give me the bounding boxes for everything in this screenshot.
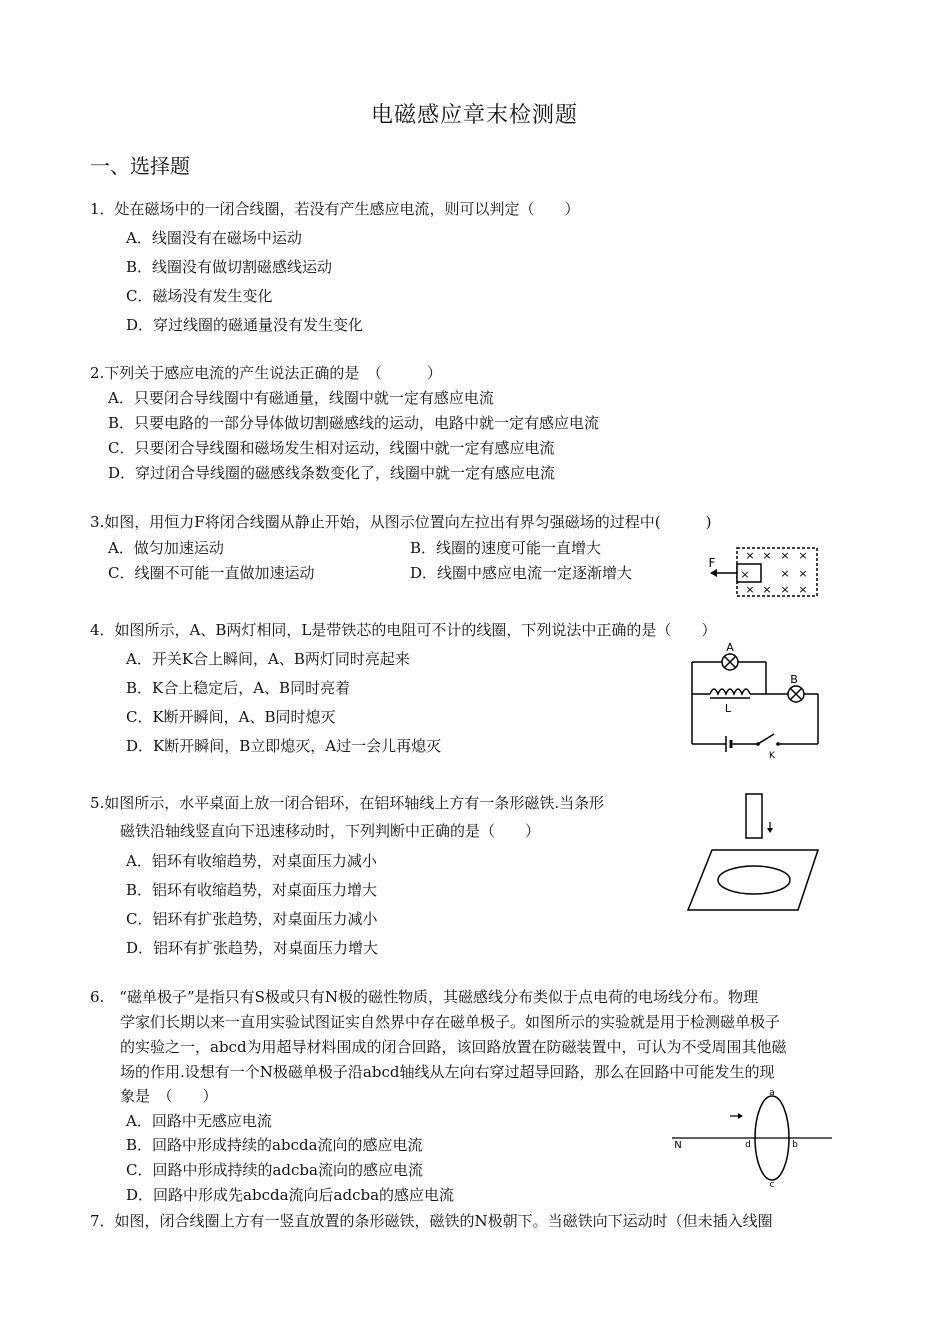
svg-text:×: × [798, 549, 808, 562]
question-stem-line-2: 学家们长期以来一直用实验试图证实自然界中存在磁单极子。如图所示的实验就是用于检测磁单极子 [120, 1013, 781, 1031]
option-b: B．铝环有收缩趋势，对桌面压力增大 [126, 881, 378, 899]
magnetic-field-figure [700, 544, 822, 602]
question-stem-line-5: 象是 （ ） [120, 1087, 218, 1105]
question-stem: 3.如图，用恒力F将闭合线圈从静止开始，从图示位置向左拉出有界匀强磁场的过程中( ) [90, 513, 712, 531]
svg-text:×: × [745, 583, 755, 596]
page-title: 电磁感应章末检测题 [371, 103, 579, 128]
point-b-label: b [792, 1140, 798, 1150]
lamp-a-label: A [726, 641, 734, 654]
option-c: C．铝环有扩张趋势，对桌面压力减小 [126, 910, 378, 928]
option-a: A．开关K合上瞬间，A、B两灯同时亮起来 [126, 650, 410, 668]
option-b: B．K合上稳定后，A、B同时亮着 [126, 679, 351, 697]
svg-text:×: × [780, 583, 790, 596]
option-c: C．K断开瞬间，A、B同时熄灭 [126, 708, 336, 726]
switch-label: K [769, 751, 775, 761]
svg-text:×: × [762, 549, 772, 562]
option-d: D．穿过闭合导线圈的磁感线条数变化了，线圈中就一定有感应电流 [108, 464, 556, 482]
circuit-figure [688, 640, 824, 764]
monopole-loop-figure [668, 1088, 836, 1188]
svg-text:×: × [780, 549, 790, 562]
svg-text:×: × [745, 549, 755, 562]
question-stem: 7．如图，闭合线圈上方有一竖直放置的条形磁铁，磁铁的N极朝下。当磁铁向下运动时（但未插入线圈 [90, 1212, 773, 1230]
option-b: B．回路中形成持续的abcda流向的感应电流 [126, 1136, 423, 1154]
force-label: F [708, 556, 716, 570]
question-stem: 1．处在磁场中的一闭合线圈，若没有产生感应电流，则可以判定（ ） [90, 200, 580, 218]
point-c-label: c [769, 1180, 775, 1188]
question-stem-line-1: 6. “磁单极子”是指只有S极或只有N极的磁性物质，其磁感线分布类似于点电荷的电场线分布。物理 [90, 988, 759, 1006]
option-d: D．回路中形成先abcda流向后adcba的感应电流 [126, 1186, 455, 1204]
question-stem: 2.下列关于感应电流的产生说法正确的是 （ ） [90, 364, 442, 382]
option-a: A．铝环有收缩趋势，对桌面压力减小 [126, 852, 377, 870]
option-a: A．回路中无感应电流 [126, 1112, 272, 1130]
option-b: B．线圈没有做切割磁感线运动 [126, 258, 333, 276]
option-b: B．线圈的速度可能一直增大 [410, 539, 602, 557]
svg-text:×: × [762, 583, 772, 596]
question-stem: 4．如图所示，A、B两灯相同，L是带铁芯的电阻可不计的线圈，下列说法中正确的是（ ） [90, 621, 717, 639]
option-c: C．磁场没有发生变化 [126, 287, 273, 305]
option-a: A．只要闭合导线圈中有磁通量，线圈中就一定有感应电流 [108, 389, 494, 407]
option-c: C．线圈不可能一直做加速运动 [108, 564, 315, 582]
point-d-label: d [745, 1140, 751, 1150]
option-d: D．K断开瞬间，B立即熄灭，A过一会儿再熄灭 [126, 737, 442, 755]
option-b: B．只要电路的一部分导体做切割磁感线的运动，电路中就一定有感应电流 [108, 414, 600, 432]
option-c: C．回路中形成持续的adcba流向的感应电流 [126, 1161, 423, 1179]
section-heading: 一、选择题 [90, 154, 190, 178]
option-c: C．只要闭合导线圈和磁场发生相对运动，线圈中就一定有感应电流 [108, 439, 555, 457]
lamp-b-label: B [790, 673, 798, 686]
svg-text:×: × [780, 567, 790, 580]
question-stem-line-3: 的实验之一，abcd为用超导材料围成的闭合回路，该回路放置在防磁装置中，可认为不受周围其他磁 [120, 1038, 787, 1056]
question-stem-line-4: 场的作用.设想有一个N极磁单极子沿abcd轴线从左向右穿过超导回路，那么在回路中可能发生的现 [120, 1063, 775, 1081]
question-stem-line-2: 磁铁沿轴线竖直向下迅速移动时，下列判断中正确的是（ ） [120, 822, 541, 840]
option-d: D．穿过线圈的磁通量没有发生变化 [126, 316, 364, 334]
point-a-label: a [769, 1088, 775, 1098]
pole-label: N [674, 1140, 682, 1151]
svg-text:×: × [798, 583, 808, 596]
svg-text:×: × [798, 567, 808, 580]
option-d: D．铝环有扩张趋势，对桌面压力增大 [126, 939, 379, 957]
question-stem: 5.如图所示，水平桌面上放一闭合铝环，在铝环轴线上方有一条形磁铁.当条形 [90, 794, 605, 812]
option-d: D．线圈中感应电流一定逐渐增大 [410, 564, 633, 582]
svg-text:×: × [740, 568, 750, 581]
option-a: A．线圈没有在磁场中运动 [126, 229, 302, 247]
coil-label: L [724, 702, 732, 715]
magnet-ring-figure [684, 792, 824, 916]
option-a: A．做匀加速运动 [108, 539, 224, 557]
